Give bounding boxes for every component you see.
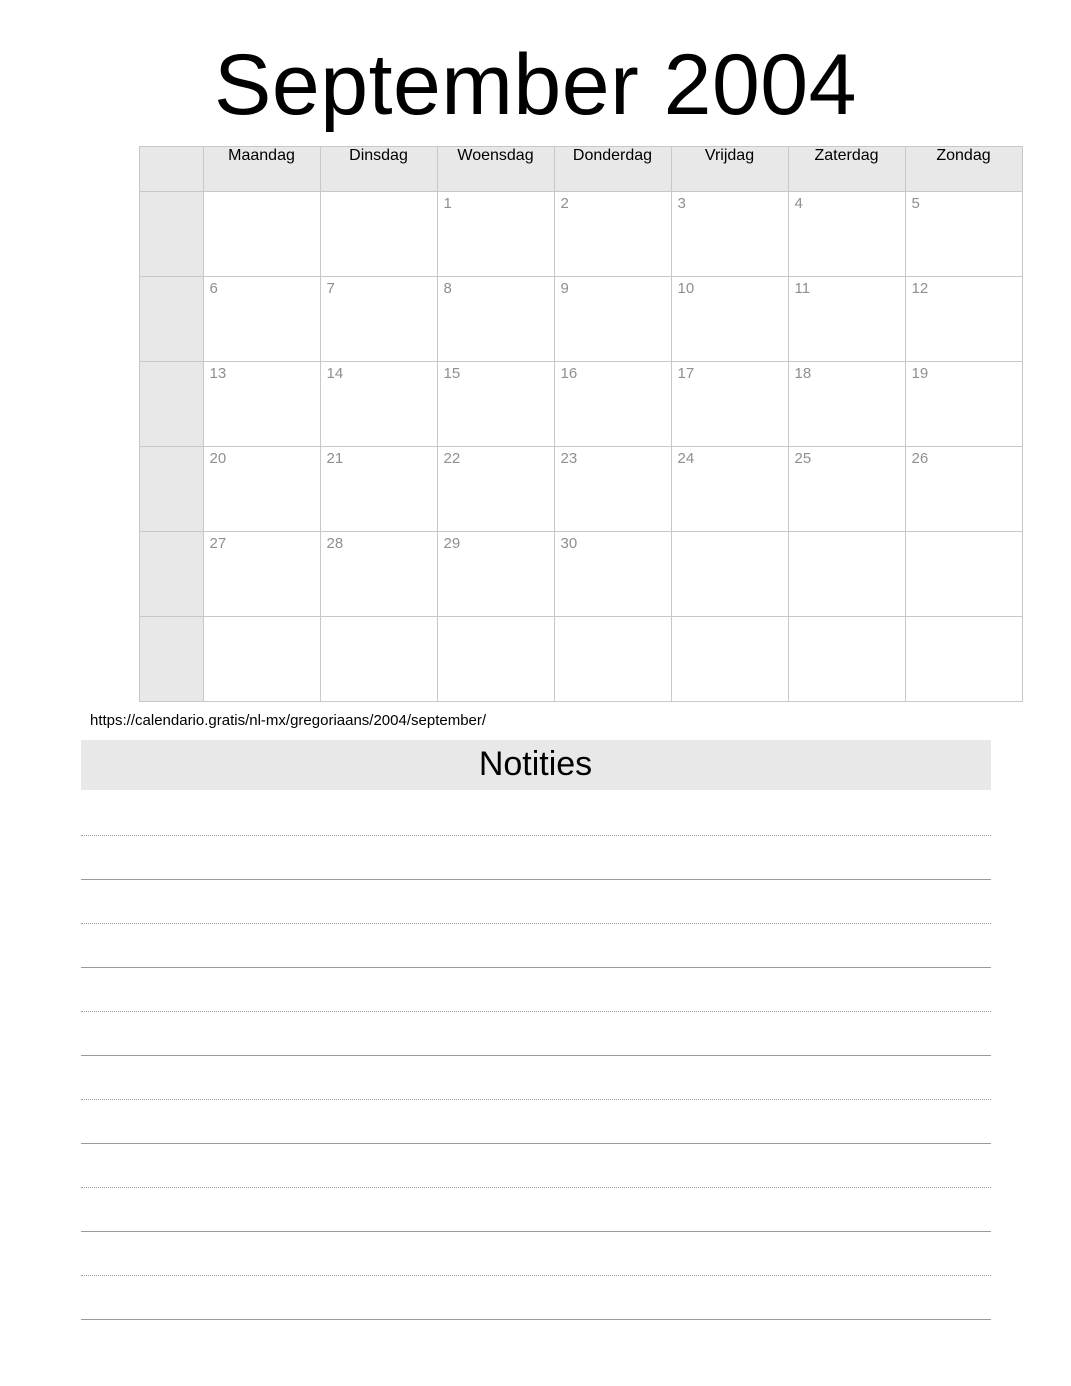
calendar-week-row: [139, 192, 1022, 277]
day-cell[interactable]: [671, 362, 788, 447]
day-number: [672, 617, 788, 621]
day-number: [555, 617, 671, 621]
notes-lines: [81, 792, 991, 1320]
day-cell[interactable]: [905, 362, 1022, 447]
weekday-header-donderdag: Donderdag: [554, 147, 671, 192]
day-number: 24: [677, 450, 695, 467]
day-number: 7: [326, 280, 335, 297]
day-cell[interactable]: [554, 617, 671, 702]
day-number: 27: [209, 535, 227, 552]
calendar-header-row: [139, 147, 1022, 192]
day-number: 29: [443, 535, 461, 552]
day-cell[interactable]: [671, 192, 788, 277]
day-cell[interactable]: [554, 192, 671, 277]
note-line[interactable]: [81, 880, 991, 924]
day-cell[interactable]: [320, 362, 437, 447]
day-cell[interactable]: [905, 447, 1022, 532]
day-number: 4: [794, 195, 803, 212]
note-line[interactable]: [81, 1056, 991, 1100]
day-number: 21: [326, 450, 344, 467]
day-cell[interactable]: [320, 532, 437, 617]
weekday-header-maandag: Maandag: [203, 147, 320, 192]
day-cell[interactable]: [203, 277, 320, 362]
day-cell[interactable]: [788, 617, 905, 702]
day-number: 1: [443, 195, 452, 212]
calendar-week-row: [139, 532, 1022, 617]
note-line[interactable]: [81, 1012, 991, 1056]
note-line[interactable]: [81, 836, 991, 880]
day-cell[interactable]: [788, 532, 905, 617]
source-url[interactable]: https://calendario.gratis/nl-mx/gregoriaans/2004/september/: [90, 712, 487, 729]
day-number: 14: [326, 365, 344, 382]
day-number: 13: [209, 365, 227, 382]
day-cell[interactable]: [554, 277, 671, 362]
note-line[interactable]: [81, 1144, 991, 1188]
day-number: 17: [677, 365, 695, 382]
weeknumber-cell: [139, 277, 203, 362]
day-cell[interactable]: [203, 192, 320, 277]
day-number: 18: [794, 365, 812, 382]
note-line[interactable]: [81, 1100, 991, 1144]
day-number: 8: [443, 280, 452, 297]
day-cell[interactable]: [905, 192, 1022, 277]
day-cell[interactable]: [437, 617, 554, 702]
day-cell[interactable]: [788, 192, 905, 277]
weeknumber-cell: [139, 447, 203, 532]
day-number: 2: [560, 195, 569, 212]
day-number: 15: [443, 365, 461, 382]
day-cell[interactable]: [320, 192, 437, 277]
day-number: 10: [677, 280, 695, 297]
day-cell[interactable]: [905, 277, 1022, 362]
day-number: 11: [794, 280, 811, 297]
note-line[interactable]: [81, 792, 991, 836]
day-cell[interactable]: [554, 532, 671, 617]
weekday-header-dinsdag: Dinsdag: [320, 147, 437, 192]
day-number: [321, 617, 437, 621]
day-number: [204, 617, 320, 621]
day-number: [438, 617, 554, 621]
day-number: [906, 617, 1022, 621]
note-line[interactable]: [81, 1232, 991, 1276]
calendar-week-row: [139, 362, 1022, 447]
day-cell[interactable]: [437, 192, 554, 277]
day-number: [321, 192, 437, 196]
day-cell[interactable]: [554, 447, 671, 532]
day-number: 5: [911, 195, 920, 212]
day-number: [789, 532, 905, 536]
day-number: [789, 617, 905, 621]
day-cell[interactable]: [203, 532, 320, 617]
note-line[interactable]: [81, 1188, 991, 1232]
day-cell[interactable]: [671, 532, 788, 617]
day-cell[interactable]: [905, 532, 1022, 617]
calendar-week-row: [139, 617, 1022, 702]
calendar-container: [49, 146, 1023, 702]
day-number: 16: [560, 365, 578, 382]
calendar-table: [139, 146, 1023, 702]
day-number: 12: [911, 280, 929, 297]
weeknumber-cell: [139, 362, 203, 447]
weeknumber-cell: [139, 532, 203, 617]
day-number: [672, 532, 788, 536]
day-cell[interactable]: [203, 362, 320, 447]
day-cell[interactable]: [788, 447, 905, 532]
day-number: 22: [443, 450, 461, 467]
day-number: 30: [560, 535, 578, 552]
day-number: 28: [326, 535, 344, 552]
day-cell[interactable]: [320, 277, 437, 362]
calendar-week-row: [139, 277, 1022, 362]
weekday-header-vrijdag: Vrijdag: [671, 147, 788, 192]
day-cell[interactable]: [320, 447, 437, 532]
day-number: [204, 192, 320, 196]
day-number: 6: [209, 280, 218, 297]
day-cell[interactable]: [905, 617, 1022, 702]
day-number: 20: [209, 450, 227, 467]
day-cell[interactable]: [203, 617, 320, 702]
day-cell[interactable]: [671, 447, 788, 532]
note-line[interactable]: [81, 1276, 991, 1320]
day-cell[interactable]: [788, 362, 905, 447]
day-cell[interactable]: [203, 447, 320, 532]
note-line[interactable]: [81, 968, 991, 1012]
calendar-week-row: [139, 447, 1022, 532]
day-cell[interactable]: [320, 617, 437, 702]
note-line[interactable]: [81, 924, 991, 968]
weeknumber-cell: [139, 192, 203, 277]
weeknumber-cell: [139, 617, 203, 702]
weekday-header-zaterdag: Zaterdag: [788, 147, 905, 192]
weekday-header-woensdag: Woensdag: [437, 147, 554, 192]
day-number: 25: [794, 450, 812, 467]
day-cell[interactable]: [437, 447, 554, 532]
page-title: September 2004: [214, 37, 857, 133]
day-number: 23: [560, 450, 578, 467]
day-cell[interactable]: [671, 617, 788, 702]
notes-heading: Notities: [81, 740, 991, 790]
weeknumber-header-cell: [139, 147, 203, 192]
day-cell[interactable]: [437, 277, 554, 362]
day-cell[interactable]: [554, 362, 671, 447]
day-number: 9: [560, 280, 569, 297]
day-number: 26: [911, 450, 929, 467]
day-cell[interactable]: [671, 277, 788, 362]
day-number: 3: [677, 195, 686, 212]
weekday-header-zondag: Zondag: [905, 147, 1022, 192]
day-number: 19: [911, 365, 929, 382]
day-number: [906, 532, 1022, 536]
day-cell[interactable]: [437, 362, 554, 447]
notes-section: [81, 740, 991, 1320]
day-cell[interactable]: [437, 532, 554, 617]
day-cell[interactable]: [788, 277, 905, 362]
